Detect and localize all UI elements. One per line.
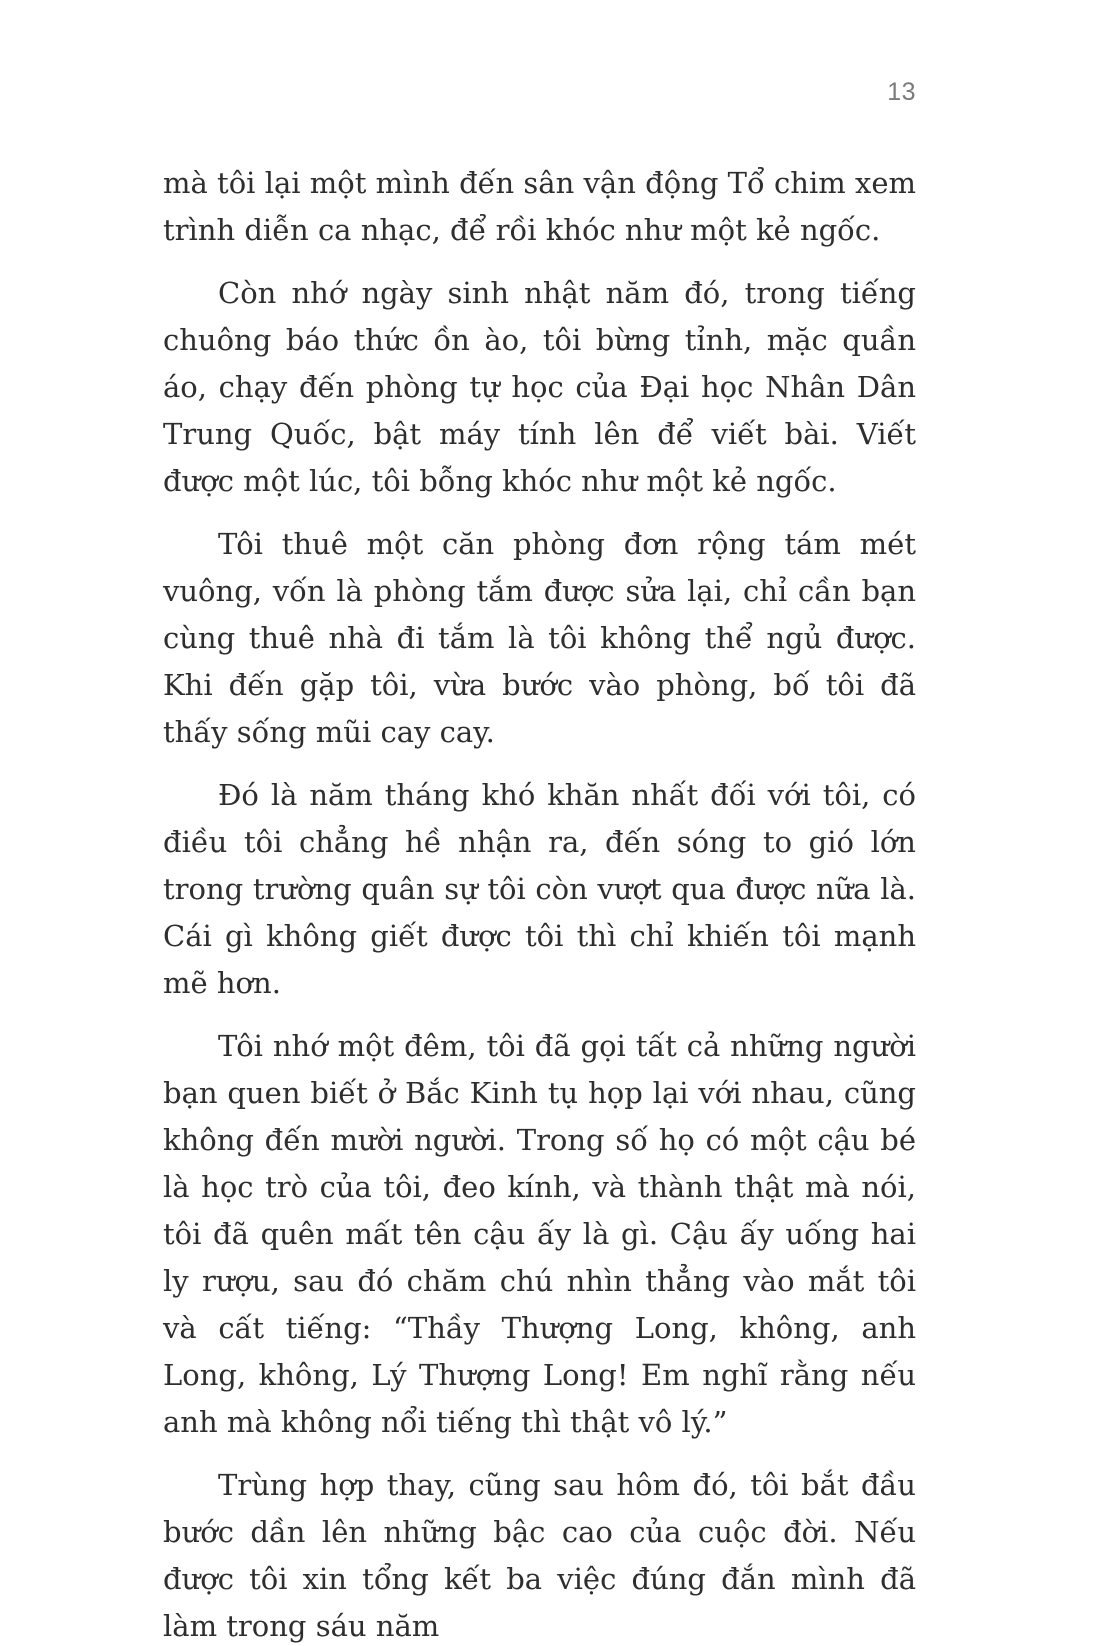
paragraph: mà tôi lại một mình đến sân vận động Tổ chim xem trình diễn ca nhạc, để rồi khóc như một kẻ ngốc.: [163, 166, 916, 247]
paragraph: Còn nhớ ngày sinh nhật năm đó, trong tiếng chuông báo thức ồn ào, tôi bừng tỉnh, mặc quần áo, chạy đến phòng tự học của Đại học Nhân Dân Trung Quốc, bật máy tính lên để viết bài. Viết được một lúc, tôi bỗng khóc như một kẻ ngốc.: [163, 276, 916, 498]
paragraph: Tôi thuê một căn phòng đơn rộng tám mét vuông, vốn là phòng tắm được sửa lại, chỉ cần bạn cùng thuê nhà đi tắm là tôi không thể ngủ được. Khi đến gặp tôi, vừa bước vào phòng, bố tôi đã thấy sống mũi cay cay.: [163, 527, 916, 749]
paragraph: Trùng hợp thay, cũng sau hôm đó, tôi bắt đầu bước dần lên những bậc cao của cuộc đời. Nếu được tôi xin tổng kết ba việc đúng đắn mình đã làm trong sáu năm: [163, 1468, 916, 1643]
text-block: [163, 160, 916, 1646]
paragraph: Đó là năm tháng khó khăn nhất đối với tôi, có điều tôi chẳng hề nhận ra, đến sóng to gió lớn trong trường quân sự tôi còn vượt qua được nữa là. Cái gì không giết được tôi thì chỉ khiến tôi mạnh mẽ hơn.: [163, 778, 916, 1000]
page-number: 13: [887, 78, 916, 106]
paragraph: Tôi nhớ một đêm, tôi đã gọi tất cả những người bạn quen biết ở Bắc Kinh tụ họp lại với nhau, cũng không đến mười người. Trong số họ có một cậu bé là học trò của tôi, đeo kính, và thành thật mà nói, tôi đã quên mất tên cậu ấy là gì. Cậu ấy uống hai ly rượu, sau đó chăm chú nhìn thẳng vào mắt tôi và cất tiếng: “Thầy Thượng Long, không, anh Long, không, Lý Thượng Long! Em nghĩ rằng nếu anh mà không nổi tiếng thì thật vô lý.”: [163, 1029, 916, 1439]
